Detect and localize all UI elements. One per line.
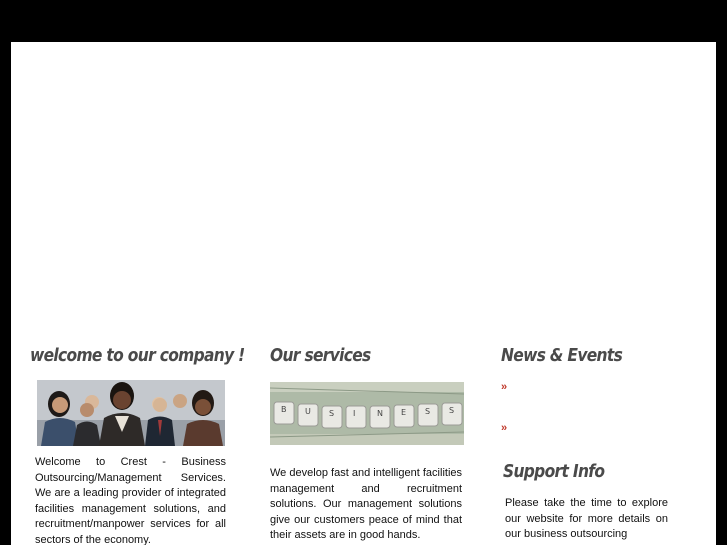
key-letter: N [377, 409, 383, 418]
news-item-bullet[interactable]: » [501, 381, 508, 393]
key-letter: U [305, 407, 311, 416]
business-people-image [37, 380, 225, 446]
news-item-bullet[interactable]: » [501, 422, 508, 434]
news-section [501, 342, 681, 540]
services-section [270, 342, 470, 541]
welcome-section [30, 342, 245, 545]
welcome-text: Welcome to Crest - Business Outsourcing/Management Services. We are a leading provider of integrated facilities management solutions, and recruitment/manpower services for all sectors of the economy. [35, 456, 226, 545]
page-content [11, 42, 716, 545]
key-letter: E [401, 408, 407, 417]
services-text: We develop fast and intelligent facilities management and recruitment solutions. Our management solutions give our customers peace of mind that their assets are in good hands. [270, 467, 462, 541]
support-heading: Support Info [503, 461, 605, 482]
key-letter: S [449, 406, 455, 415]
key-letter: S [425, 407, 431, 416]
key-letter: S [329, 409, 335, 418]
key-letter: I [353, 409, 356, 418]
key-letter: B [281, 405, 287, 414]
business-keys-image [270, 382, 464, 445]
news-heading: News & Events [501, 345, 623, 366]
welcome-heading: welcome to our company ! [30, 345, 245, 366]
services-heading: Our services [270, 345, 371, 366]
support-text: Please take the time to explore our website for more details on our business outsourcing [505, 497, 668, 540]
